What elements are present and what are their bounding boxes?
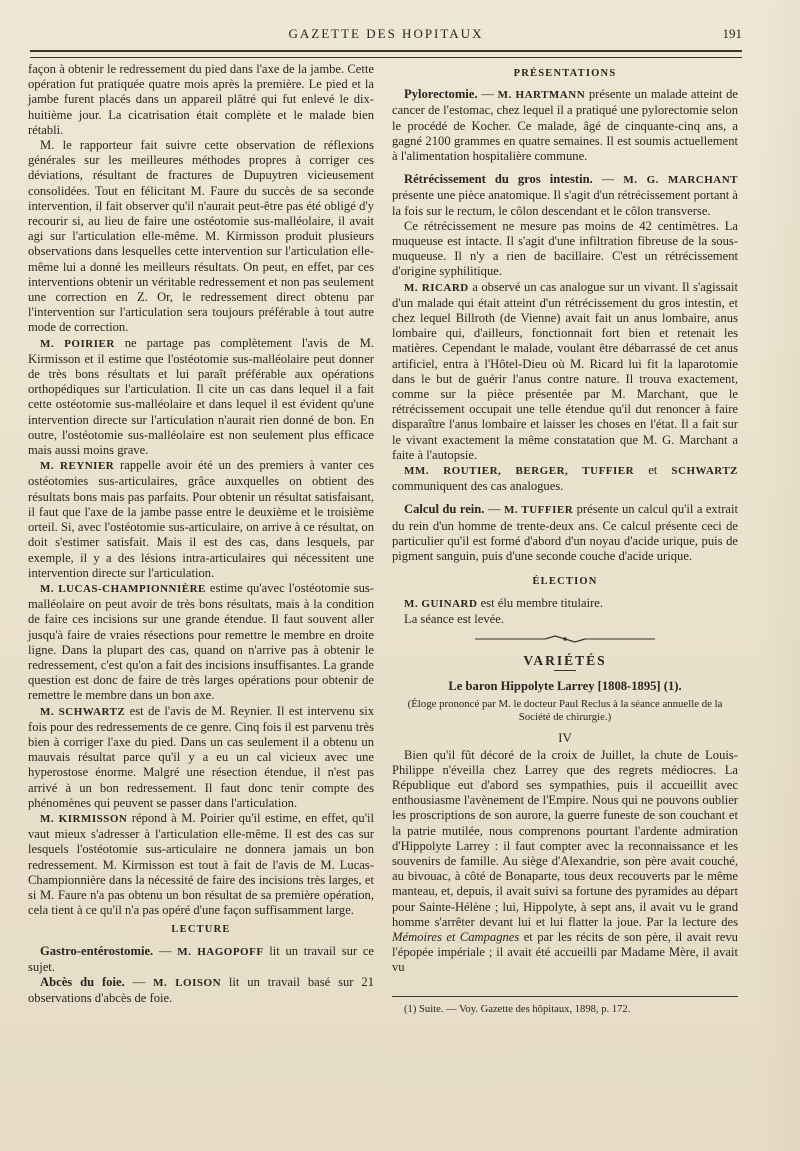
page-edge-shadow xyxy=(760,0,800,1151)
paragraph-text: lit un travail sur ce sujet. xyxy=(28,943,374,974)
speaker-name: SCHWARTZ xyxy=(671,465,738,478)
speaker-name: M. TUFFIER xyxy=(503,504,574,517)
paragraph-text: ne partage pas complètement l'avis de M. Kirmisson et il estime que l'ostéotomie sus-malléolaire peut donner de très bons résultats et lui paraît préférable aux opérations orthopédiques sur l'articulation. Il cite un cas dans lequel il a fait cette ostéotomie sus-malléolaire et dans lequel il est évident qu'une intervention directe sur l'articulation n'aurait rien donné de bon. En outre, l'ostéotomie sus-malléolaire est non seulement plus efficace mais aussi moins grave. xyxy=(28,335,374,458)
paragraph: M. le rapporteur fait suivre cette observation de réflexions générales sur les meilleures méthodes propres à corriger ces déviations, résultant de fractures de Dupuytren vicieusement consolidées. Tout en félicitant M. Faure du succès de sa seconde intervention, il fait observer qu'il n'aurait peut-être pas été obligé d'y recourir si, au lieu de faire une ostéotomie sus-malléolaire, il avait agi sur l'articulation elle-même. M. Kirmisson produit plusieurs observations dans lesquelles cette intervention sur l'articulation elle-même lui a donné les meilleurs résultats. On peut, en effet, par ces interventions obtenir un véritable redressement et non pas seulement une correction en Z. Or, le redressement direct obtenu par l'intervention sur l'articulation sera toujours préférable à tout autre mode de correction. xyxy=(28,138,374,335)
paragraph-text: lit un travail basé sur 21 observations d'abcès de foie. xyxy=(28,974,374,1006)
paragraph-text: présente un calcul qu'il a extrait du rein d'un homme de trente-deux ans. Ce calcul présente ceci de particulier qu'il est formé d'abord d'un noyau d'acide urique, puis de pigment sanguin, puis d'une seconde couche d'acide urique. xyxy=(392,502,739,564)
paragraph: La séance est levée. xyxy=(404,611,504,626)
paragraph-text: Bien qu'il fût décoré de la croix de Juillet, la chute de Louis-Philippe n'éveilla chez Larrey que des regrets médiocres. La République eut d'abord ses sympathies, puis il accueillit avec enthousiasme l'avènement de l'Empire. Nous qui ne pouvons oublier les proscriptions de son aurore, la guerre funeste de son couchant et la patrie mutilée, nous comprenons pourtant l'ardente admiration d'Hippolyte Larrey : il faut compter avec la reconnaissance et les souvenirs de famille. Au siège d'Alexandrie, son père avait couché, au bivouac, à côté de Bonaparte, tous deux recouverts par le même manteau, et, depuis, il avait suivi sa fortune des pyramides au départ pour Sainte-Hélène ; lui, Hippolyte, à sept ans, il avait vu le grand homme s'arrêter devant lui et lui flatter la joue. Par la lecture des xyxy=(392,747,738,929)
page-number: 191 xyxy=(722,26,742,41)
paragraph xyxy=(28,581,374,704)
paragraph xyxy=(28,336,374,459)
paragraph-text: présente une pièce anatomique. Il s'agit d'un rétrécissement portant à la fois sur le rectum, le côlon descendant et le côlon transverse. xyxy=(392,188,738,218)
speaker-name: M. HAGOPOFF xyxy=(177,945,264,958)
paragraph-text: rappelle avoir été un des premiers à vanter ces ostéotomies sus-articulaires, grâce auxquelles on obtient des résultats bons mais pas parfaits. Pour obtenir un résultat satisfaisant, il faut que l'axe de la jambe passe entre le deuxième et le troisième orteil. Si, avec l'ostéotomie sus-articulaire, on arrive à ce résultat, on doit s'estimer satisfait. Mais il est des cas, dans lesquels, par exemple, il y a des lésions intra-articulaires qui nécessitent une intervention directe sur l'articulation. xyxy=(28,458,374,580)
speaker-name: M. G. MARCHANT xyxy=(623,174,738,187)
speaker-name: M. RICARD xyxy=(404,281,469,294)
speaker-name: M. KIRMISSON xyxy=(40,812,128,825)
paragraph-text: et par les récits de son père, il avait revu l'épopée impériale ; il avait été accueilli par Madame Mère, il avait vu xyxy=(392,929,738,975)
book-title: Mémoires et Campagnes xyxy=(392,929,520,944)
paragraph xyxy=(392,463,738,494)
page-header xyxy=(30,20,742,42)
paragraph: Abcès du foie. — M. LOISON lit un travail basé sur 21 observations d'abcès de foie. xyxy=(28,974,374,1006)
paragraph: Pylorectomie. — M. HARTMANN présente un malade atteint de cancer de l'estomac, chez lequel il a pratiqué une pylorectomie selon le procédé de Kocher. Ce malade, âgé de cinquante-cinq ans, a gagné 2100 grammes en quatre semaines. Il est soumis actuellement à l'alimentation hospitalière commune. xyxy=(392,87,738,164)
paragraph: façon à obtenir le redressement du pied dans l'axe de la jambe. Cette opération fut pratiquée quatre mois après la première. Le pied et la jambe furent placés dans un appareil plâtré qui fut enlevé le dix-huitième jour. La cicatrisation était complète et le malade bien rétabli. xyxy=(28,62,374,137)
speaker-name: M. GUINARD xyxy=(404,597,478,610)
paragraph-text: présente un malade atteint de cancer de l'estomac, chez lequel il a pratiqué une pylorectomie selon le procédé de Kocher. Ce malade, âgé de cinquante-cinq ans, a gagné 2100 grammes en quatre semaines. Il est soumis actuellement à l'alimentation hospitalière commune. xyxy=(392,87,738,164)
paragraph xyxy=(392,596,738,612)
item-title: Rétrécissement du gros intestin. xyxy=(404,172,593,187)
paragraph-text: communiquent des cas analogues. xyxy=(392,479,564,494)
paragraph xyxy=(392,748,738,976)
paragraph xyxy=(28,458,374,581)
paragraph xyxy=(392,280,738,463)
right-column xyxy=(392,62,738,1016)
footnote: (1) Suite. — Voy. Gazette des hôpitaux, 1898, p. 172. xyxy=(404,1003,631,1015)
left-column xyxy=(28,62,374,1006)
speaker-name: M. POIRIER xyxy=(40,337,115,350)
running-title: GAZETTE DES HOPITAUX xyxy=(288,26,484,41)
speaker-name: M. LOISON xyxy=(153,976,222,989)
speaker-name: MM. ROUTIER, BERGER, TUFFIER xyxy=(404,465,635,478)
conjunction: et xyxy=(634,463,672,478)
paragraph-text: est de l'avis de M. Reynier. Il est intervenu six fois pour des redressements de ce genre. Cinq fois il est parvenu très bien à corriger l'axe du pied. Dans un cas seulement il a obtenu un mauvais résultat parce qu'il y a eu un cal vicieux avec une hyperostose énorme. Malgré une résection étendue, il n'est pas arrivé à un bon redressement. Il faut donc tenir compte des phénomènes qui peuvent se passer dans l'articulation. xyxy=(28,703,374,810)
article-subtitle: (Éloge prononcé par M. le docteur Paul Reclus à la séance annuelle de la Société de chirurgie.) xyxy=(407,698,723,724)
item-title: Gastro-entérostomie. xyxy=(40,943,154,958)
section-heading-lecture: LECTURE xyxy=(171,924,231,936)
paragraph xyxy=(28,811,374,918)
section-number: IV xyxy=(558,730,572,746)
paragraph-text: a observé un cas analogue sur un vivant. Il s'agissait d'un malade qui était atteint d'un rétrécissement du gros intestin, et chez lequel Billroth (de Vienne) avait fait un anus lombaire, anus lombaire qui, d'ailleurs, fonctionnait fort bien et retenait les matières. Cependant le malade, voulant être débarrassé de cet anus artificiel, entra à l'Hôtel-Dieu où M. Ricard lui fit la laparotomie dans le but de guérir l'anus contre nature. Il trouva exactement, comme sur la pièce présentée par M. Marchant, que le rétrécissement occupait une telle étendue qu'il dut renoncer à faire disparaître l'anus lombaire et laisser les choses en l'état. Il a fait sur le vivant exactement la même constatation que M. G. Marchant a faite à l'autopsie. xyxy=(392,279,738,462)
item-title: Calcul du rein. xyxy=(404,502,485,517)
paragraph: Calcul du rein. — M. TUFFIER présente un calcul qu'il a extrait du rein d'un homme de trente-deux ans. Ce calcul présente ceci de particulier qu'il est formé d'abord d'un noyau d'acide urique, puis de pigment sanguin, puis d'une seconde couche d'acide urique. xyxy=(392,502,739,564)
item-title: Pylorectomie. xyxy=(404,87,478,102)
paragraph xyxy=(28,704,374,811)
paragraph-text: est élu membre titulaire. xyxy=(477,595,603,610)
speaker-name: M. SCHWARTZ xyxy=(40,705,126,718)
section-heading-varietes: VARIÉTÉS xyxy=(523,652,607,668)
section-heading-presentations: PRÉSENTATIONS xyxy=(513,68,617,79)
header-rule xyxy=(30,50,742,58)
paragraph-text: estime qu'avec l'ostéotomie sus-malléolaire on peut avoir de très bons résultats, mais à la condition de faire ces incisions sur une grande étendue. Il faut souvent aller jusqu'à faire de vraies résections pour remettre le membre en droite ligne. Dans la plupart des cas, quand on n'arrive pas à obtenir le redressement, c'est qu'on a fait des incisions insuffisantes. La grande question est donc de faire de très larges opérations pour obtenir de remettre le membre dans un bon axe. xyxy=(28,580,374,703)
article-title: Le baron Hippolyte Larrey [1808-1895] (1). xyxy=(448,679,682,694)
speaker-name: M. HARTMANN xyxy=(497,89,586,102)
ornamental-divider xyxy=(475,635,655,643)
paragraph: Gastro-entérostomie. — M. HAGOPOFF lit un travail sur ce sujet. xyxy=(28,943,374,974)
item-title: Abcès du foie. xyxy=(40,974,125,989)
short-rule xyxy=(554,670,576,671)
section-heading-election: ÉLECTION xyxy=(532,576,598,588)
paragraph: Rétrécissement du gros intestin. — M. G. MARCHANT présente une pièce anatomique. Il s'agit d'un rétrécissement portant à la fois sur le rectum, le côlon descendant et le côlon transverse. xyxy=(392,172,738,218)
footnote-rule xyxy=(392,996,738,997)
speaker-name: M. REYNIER xyxy=(40,460,115,473)
paragraph-text: répond à M. Poirier qu'il estime, en effet, qu'il vaut mieux s'adresser à l'articulation elle-même. Il est des cas sur lesquels l'ostéotomie sus-articulaire ne donnera jamais un bon redressement. M. Kirmisson est tout à fait de l'avis de M. Lucas-Championnière dans la nécessité de faire des incisions très larges, et si M. Faure n'a pas obtenu un bon résultat de sa première opération, cela tient à ce qu'il n'a pas opéré d'une façon suffisamment large. xyxy=(28,810,374,918)
speaker-name: M. LUCAS-CHAMPIONNIÈRE xyxy=(40,582,206,595)
paragraph: Ce rétrécissement ne mesure pas moins de 42 centimètres. La muqueuse est intacte. Il s'agit d'une infiltration fibreuse de la sous-muqueuse. Il n'y a rien de bacillaire. C'est un rétrécissement d'origine syphilitique. xyxy=(392,218,738,279)
